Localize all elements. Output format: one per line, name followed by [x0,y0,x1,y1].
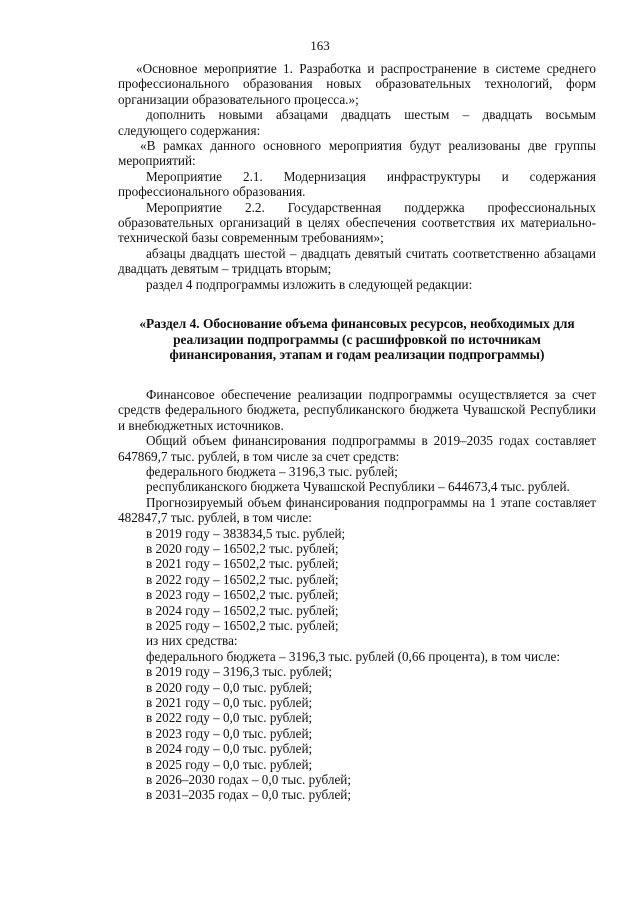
paragraph: Мероприятие 2.2. Государственная поддержка профессиональных образовательных организаций в целях обеспечения соответствия их материально-технической базы современным требованиям»; [118,199,596,246]
paragraph: Общий объем финансирования подпрограммы в 2019–2035 годах составляет 647869,7 тыс. рублей, в том числе за счет средств: [118,433,596,464]
paragraph: Финансовое обеспечение реализации подпрограммы осуществляется за счет средств федерального бюджета, республиканского бюджета Чувашской Республики и внебюджетных источников. [118,386,596,433]
funding-line: в 2020 году – 16502,2 тыс. рублей; [146,540,339,556]
paragraph: федерального бюджета – 3196,3 тыс. рублей; [146,463,398,479]
paragraph: раздел 4 подпрограммы изложить в следующей редакции: [146,276,473,292]
funding-line: в 2019 году – 383834,5 тыс. рублей; [146,525,346,541]
funding-line: в 2024 году – 0,0 тыс. рублей; [146,741,313,757]
funding-line: в 2023 году – 16502,2 тыс. рублей; [146,587,339,603]
funding-line: в 2025 году – 16502,2 тыс. рублей; [146,617,339,633]
funding-line: в 2021 году – 16502,2 тыс. рублей; [146,556,339,572]
section-heading: «Раздел 4. Обоснование объема финансовых ресурсов, необходимых для реализации подпрограммы (с расшифровкой по источникам финансирования, этапам и годам реализации подпрограммы) [139,316,575,363]
document-body [118,61,596,803]
funding-line: в 2020 году – 0,0 тыс. рублей; [146,679,313,695]
funding-line: в 2031–2035 годах – 0,0 тыс. рублей; [146,787,352,803]
funding-line: из них средства: [146,633,238,649]
page-number: 163 [310,38,330,53]
funding-line: в 2023 году – 0,0 тыс. рублей; [146,725,313,741]
paragraph: Прогнозируемый объем финансирования подпрограммы на 1 этапе составляет 482847,7 тыс. рублей, в том числе: [118,494,596,526]
paragraph: «Основное мероприятие 1. Разработка и распространение в системе среднего профессионального образования новых образовательных технологий, форм организации образовательного процесса.»; [118,61,596,107]
funding-line: в 2021 году – 0,0 тыс. рублей; [146,695,313,710]
funding-line: в 2019 году – 3196,3 тыс. рублей; [146,664,332,680]
paragraph: Мероприятие 2.1. Модернизация инфраструктуры и содержания профессионального образования. [118,168,596,200]
funding-line: в 2024 году – 16502,2 тыс. рублей; [146,602,339,618]
paragraph: «В рамках данного основного мероприятия будут реализованы две группы мероприятий: [118,138,596,169]
funding-line: в 2022 году – 0,0 тыс. рублей; [146,710,313,726]
funding-line: в 2026–2030 годах – 0,0 тыс. рублей; [146,772,352,788]
paragraph: республиканского бюджета Чувашской Республики – 644673,4 тыс. рублей. [146,479,570,495]
funding-line: федерального бюджета – 3196,3 тыс. рублей (0,66 процента), в том числе: [146,648,561,664]
funding-line: в 2025 году – 0,0 тыс. рублей; [146,756,313,772]
paragraph: дополнить новыми абзацами двадцать шестым – двадцать восьмым следующего содержания: [118,107,596,138]
funding-line: в 2022 году – 16502,2 тыс. рублей; [146,571,339,587]
paragraph: абзацы двадцать шестой – двадцать девятый считать соответственно абзацами двадцать девятым – тридцать вторым; [118,245,596,277]
